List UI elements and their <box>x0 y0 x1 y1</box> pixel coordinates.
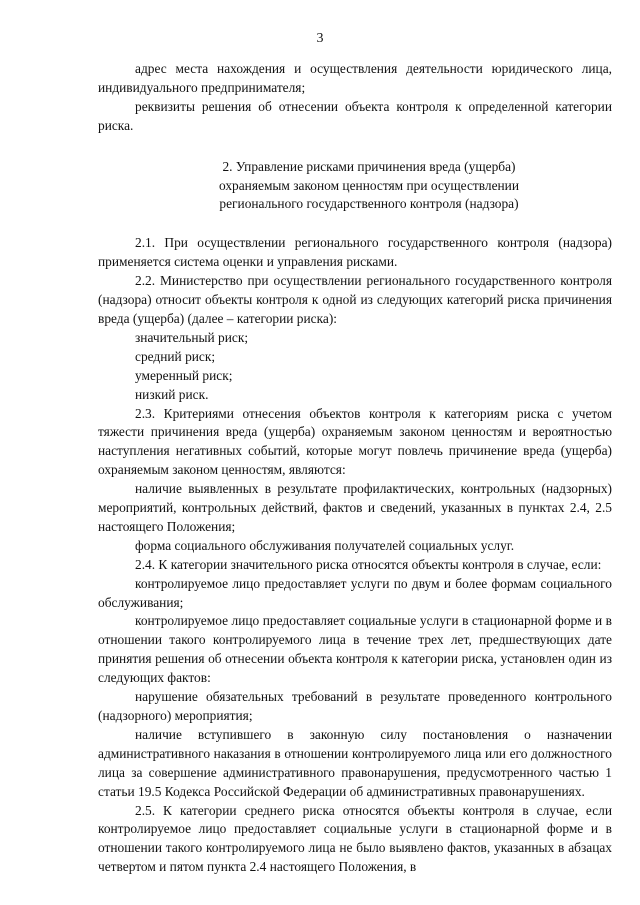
page-number: 3 <box>316 31 324 46</box>
intro-paragraph-2: реквизиты решения об отнесении объекта контроля к определенной категории риска. <box>98 98 612 133</box>
significant-condition-1: контролируемое лицо предоставляет услуги по двум и более формам социального обслуживания; <box>98 575 612 610</box>
intro-paragraph-1: адрес места нахождения и осуществления деятельности юридического лица, индивидуального предпринимателя; <box>98 61 612 95</box>
section-heading-line-1: 2. Управление рисками причинения вреда (ущерба) <box>222 158 516 174</box>
fact-item-1: нарушение обязательных требований в результате проведенного контрольного (надзорного) мероприятия; <box>98 689 612 723</box>
paragraph-2-5: 2.5. К категории среднего риска относятся объекты контроля в случае, если контролируемое лицо предоставляет социальные услуги в стационарной форме и в отношении такого контролируемого лица не было выявлено фактов, указанных в абзацах четвертом и пятом пункта 2.4 настоящего Положения, в <box>98 802 612 875</box>
risk-category-significant: значительный риск; <box>135 329 249 345</box>
document-body <box>98 60 612 877</box>
paragraph-2-1: 2.1. При осуществлении регионального государственного контроля (надзора) применяется система оценки и управления рисками. <box>98 235 612 270</box>
section-heading-line-3: регионального государственного контроля (надзора) <box>219 196 519 212</box>
fact-item-2: наличие вступившего в законную силу постановления о назначении административного наказания в отношении контролируемого лица или его должностного лица за совершение административного правонарушения, предусмотренного частью 1 статьи 19.5 Кодекса Российской Федерации об административных правонарушениях. <box>98 726 612 799</box>
risk-category-low: низкий риск. <box>135 386 209 402</box>
paragraph-2-2: 2.2. Министерство при осуществлении регионального государственного контроля (надзора) относит объекты контроля к одной из следующих категорий риска причинения вреда (ущерба) (далее – категории риска): <box>98 273 612 326</box>
risk-category-moderate: умеренный риск; <box>135 367 233 383</box>
criteria-item-2: форма социального обслуживания получателей социальных услуг. <box>135 537 515 553</box>
risk-category-medium: средний риск; <box>135 348 216 364</box>
significant-condition-2: контролируемое лицо предоставляет социальные услуги в стационарной форме и в отношении такого контролируемого лица в течение трех лет, предшествующих дате принятия решения об отнесении объекта контроля к категории риска, установлен один из следующих фактов: <box>98 613 612 686</box>
section-heading <box>98 158 612 215</box>
paragraph-2-4: 2.4. К категории значительного риска относятся объекты контроля в случае, если: <box>135 556 602 572</box>
criteria-item-1: наличие выявленных в результате профилактических, контрольных (надзорных) мероприятий, контрольных действий, фактов и сведений, указанных в пунктах 2.4, 2.5 настоящего Положения; <box>98 481 612 534</box>
paragraph-2-3: 2.3. Критериями отнесения объектов контроля к категориям риска с учетом тяжести причинения вреда (ущерба) охраняемым законом ценностям и вероятностью наступления негативных событий, которые могут повлечь причинение вреда (ущерба) охраняемым законом ценностям, являются: <box>98 405 612 478</box>
section-heading-line-2: охраняемым законом ценностям при осуществлении <box>218 177 520 193</box>
